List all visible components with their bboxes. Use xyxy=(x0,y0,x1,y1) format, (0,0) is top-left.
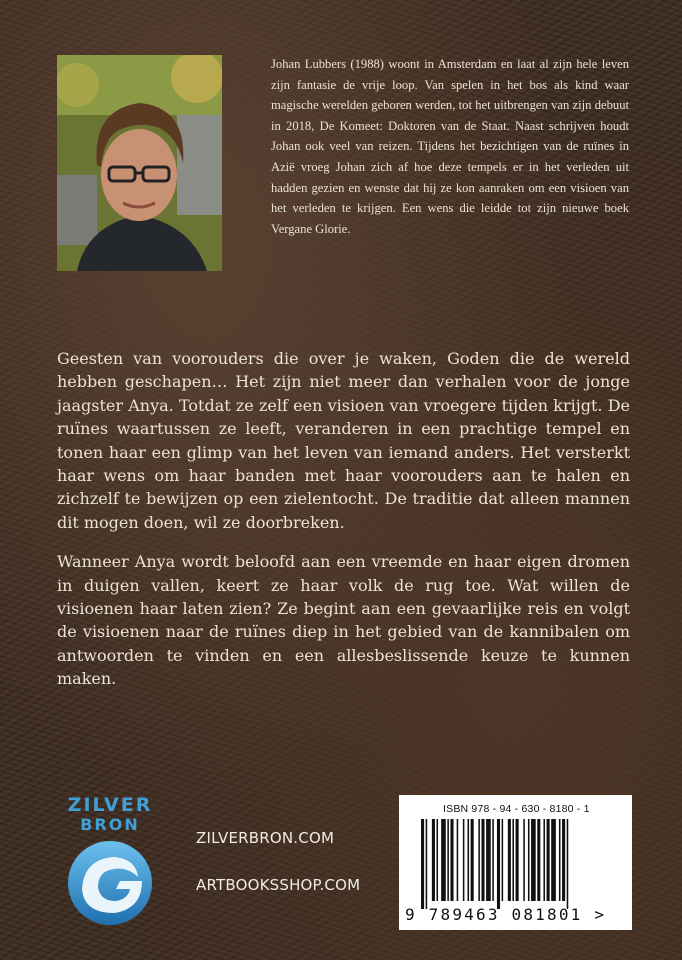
author-bio-text: Johan Lubbers (1988) woont in Amsterdam en laat al zijn hele leven zijn fantasie de vrije loop. Van spelen in het bos als kind waar magische werelden geboren werden, tot het uitbrengen van zijn debuut in 2018, De Komeet: Doktoren van de Staat. Naast schrijven houdt Johan ook veel van reizen. Tijdens het bezichtigen van de ruïnes in Azië vroeg Johan zich af hoe deze tempels er in het verleden uit hadden gezien en wenste dat hij ze kon aanraken om een visioen van het verleden te krijgen. Een wens die leidde tot zijn nieuwe boek Vergane Glorie. xyxy=(271,57,629,236)
author-photo xyxy=(57,55,222,271)
wave-emblem-icon xyxy=(62,837,158,929)
book-blurb xyxy=(57,347,630,707)
author-portrait-image xyxy=(57,55,222,271)
publisher-logo xyxy=(62,795,158,930)
logo-word-bottom: BRON xyxy=(80,815,140,834)
isbn-label: ISBN 978 - 94 - 630 - 8180 - 1 xyxy=(443,803,590,815)
isbn-barcode xyxy=(399,795,632,930)
website-artbooksshop[interactable]: ARTBOOKSSHOP.COM xyxy=(196,876,361,894)
blurb-paragraph-1: Geesten van voorouders die over je waken, Goden die de wereld hebben geschapen… Het zijn niet meer dan verhalen voor de jonge jaagster Anya. Totdat ze zelf een visioen van vroegere tijden krijgt. De ruïnes waartussen ze leeft, veranderen in een prachtige tempel en tonen haar een glimp van het leven van iemand anders. Het versterkt haar wens om haar banden met haar voorouders aan te halen en zichzelf te bewijzen op een zielentocht. De traditie dat alleen mannen dit mogen doen, wil ze doorbreken. xyxy=(57,349,630,532)
barcode-digits: 9 789463 081801 > xyxy=(405,905,607,924)
website-zilverbron[interactable]: ZILVERBRON.COM xyxy=(196,829,335,847)
blurb-paragraph-2: Wanneer Anya wordt beloofd aan een vreemde en haar eigen dromen in duigen vallen, keert ze haar volk de rug toe. Wat willen de visioenen haar laten zien? Ze begint aan een gevaarlijke reis en volgt de visioenen naar de ruïnes diep in het gebied van de kannibalen om antwoorden te vinden en een allesbeslissende keuze te kunnen maken. xyxy=(57,552,630,689)
logo-word-top: ZILVER xyxy=(67,794,153,816)
author-bio xyxy=(271,54,629,239)
